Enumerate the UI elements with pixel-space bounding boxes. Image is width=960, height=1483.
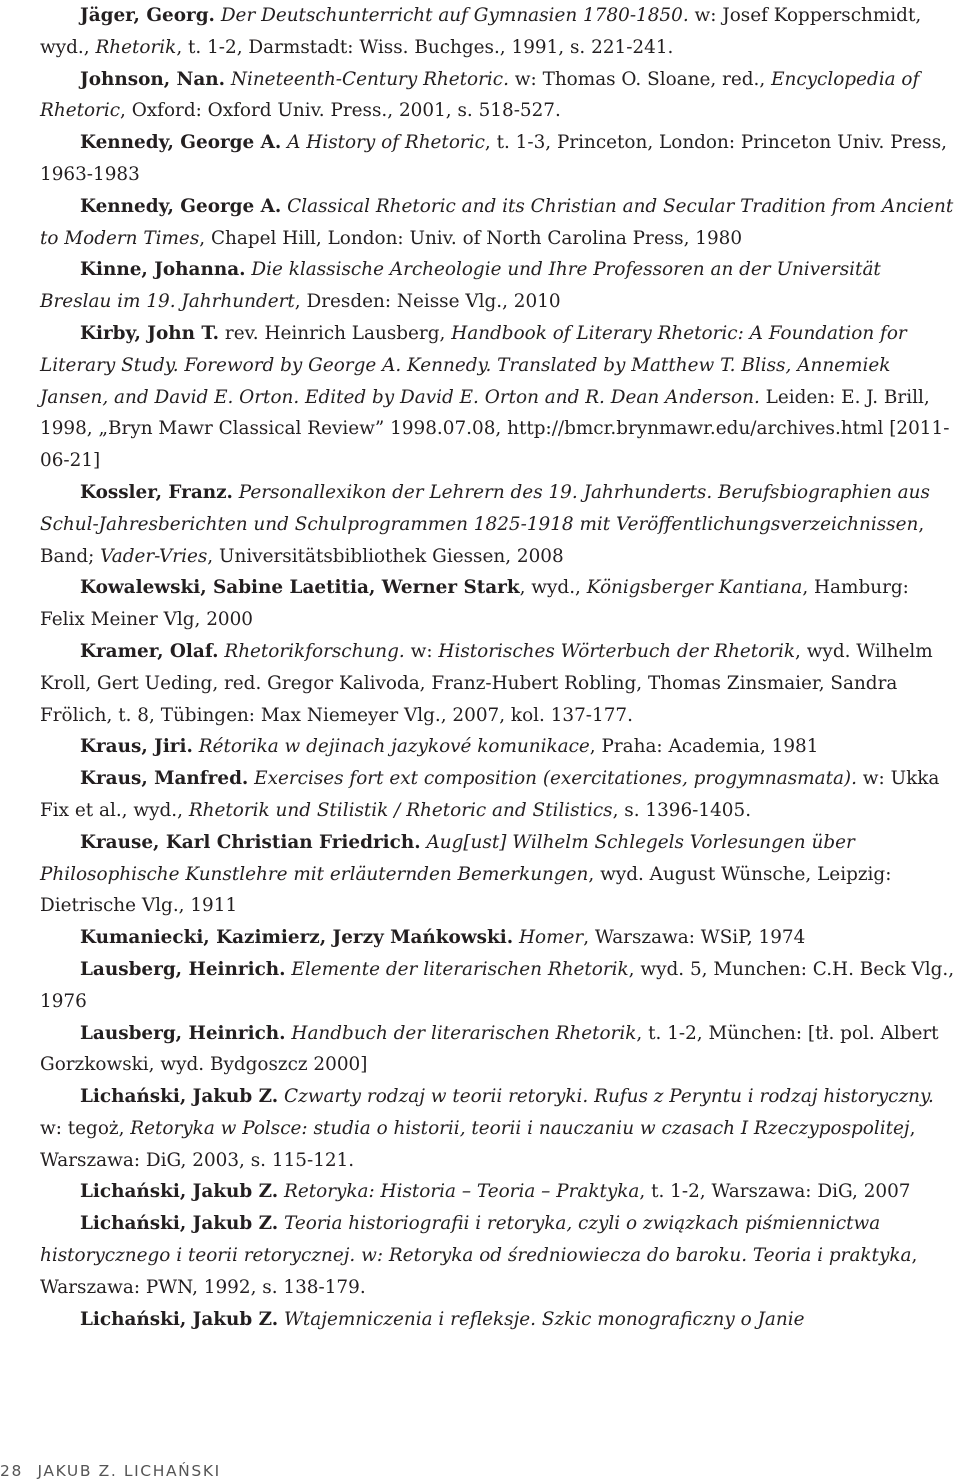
entry-title: Retoryka: Historia – Teoria – Praktyka xyxy=(278,1181,640,1203)
entry-text: , s. 1396-1405. xyxy=(612,799,752,821)
entry-author: Jäger, Georg. xyxy=(80,5,215,26)
entry-author: Kennedy, George A. xyxy=(80,132,282,154)
entry-title: Aug[ust] Wilhelm Schlegels Vorlesungen über Philosophische Kunstlehre mit erläuternden Bemerkungen xyxy=(40,831,855,885)
entry-text: , t. 1-2, Warszawa: DiG, 2007 xyxy=(639,1181,911,1203)
bibliography-entry xyxy=(40,64,955,128)
entry-text: , wyd. August Wünsche, Leipzig: Dietrische Vlg., 1911 xyxy=(40,863,892,917)
entry-text: rev. Heinrich Lausberg, xyxy=(219,322,452,344)
entry-author: Lichański, Jakub Z. xyxy=(80,1213,279,1235)
entry-author: Lichański, Jakub Z. xyxy=(80,1181,279,1203)
bibliography-entry xyxy=(40,572,955,636)
entry-title: Vader-Vries xyxy=(100,545,208,567)
bibliography-entry xyxy=(40,0,955,64)
entry-author: Kinne, Johanna. xyxy=(80,259,246,281)
entry-title: Handbuch der literarischen Rhetorik xyxy=(285,1022,637,1044)
entry-title: A History of Rhetoric xyxy=(281,132,485,154)
entry-author: Lichański, Jakub Z. xyxy=(80,1086,279,1108)
entry-text: w: Thomas O. Sloane, red., xyxy=(508,68,772,90)
bibliography-entry xyxy=(40,1081,955,1176)
bibliography-entry xyxy=(40,1018,955,1082)
bibliography-entry xyxy=(40,477,955,572)
entry-author: Kraus, Manfred. xyxy=(80,768,249,790)
entry-text: , Oxford: Oxford Univ. Press., 2001, s. 518-527. xyxy=(120,100,561,122)
entry-text: , Chapel Hill, London: Univ. of North Carolina Press, 1980 xyxy=(199,227,743,249)
entry-author: Kramer, Olaf. xyxy=(80,640,219,662)
entry-title: Encyclopedia of Rhetoric xyxy=(40,68,920,122)
entry-text: w: Ukka Fix et al., wyd., xyxy=(40,768,940,821)
bibliography-entry xyxy=(40,1304,955,1336)
entry-title: Classical Rhetoric and its Christian and Secular Tradition from Ancient to Modern Times xyxy=(40,195,954,249)
entry-text: , wyd. Wilhelm Kroll, Gert Ueding, red. Gregor Kalivoda, Franz-Hubert Robling, Thomas Zinsmaier, Sandra Frölich, t. 8, Tübingen: Max Niemeyer Vlg., 2007, kol. 137-177. xyxy=(40,640,933,726)
entry-title: Rétorika w dejinach jazykové komunikace xyxy=(192,736,590,758)
page-footer xyxy=(0,1462,221,1480)
entry-author: Lausberg, Heinrich. xyxy=(80,1022,286,1044)
entry-text: , Praha: Academia, 1981 xyxy=(589,736,819,758)
entry-text: w: tegoż, xyxy=(40,1117,131,1139)
bibliography-entry xyxy=(40,954,955,1018)
entry-text: , Band; xyxy=(40,513,925,567)
bibliography-entry xyxy=(40,827,955,922)
entry-author: Kraus, Jiri. xyxy=(80,736,193,758)
running-author: JAKUB Z. LICHAŃSKI xyxy=(37,1462,221,1480)
entry-text: , Dresden: Neisse Vlg., 2010 xyxy=(294,291,561,313)
entry-title: Rhetorik und Stilistik / Rhetoric and Stilistics xyxy=(188,799,613,821)
entry-text: , wyd. 5, Munchen: C.H. Beck Vlg., 1976 xyxy=(40,958,955,1012)
bibliography-entry xyxy=(40,254,955,318)
bibliography-entry xyxy=(40,636,955,731)
entry-title: Historisches Wörterbuch der Rhetorik xyxy=(438,640,795,662)
bibliography-entry xyxy=(40,127,955,191)
entry-title: Retoryka w Polsce: studia o historii, teorii i nauczaniu w czasach I Rzeczypospolitej xyxy=(130,1117,910,1139)
entry-title: Exercises fort ext composition (exercitationes, progymnasmata). xyxy=(248,768,857,790)
entry-title: Die klassische Archeologie und Ihre Professoren an der Universität Breslau im 19. Jahrhundert xyxy=(40,259,881,313)
entry-text: , Hamburg: Felix Meiner Vlg, 2000 xyxy=(40,577,909,631)
entry-author: Lichański, Jakub Z. xyxy=(80,1308,279,1330)
entry-author: Kennedy, George A. xyxy=(80,195,282,217)
entry-title: Handbook of Literary Rhetoric: A Foundation for Literary Study. Foreword by George A. Kennedy. Translated by Matthew T. Bliss, Annemiek Jansen, and David E. Orton. Edited by David E. Orton and R. Dean Anderson. xyxy=(40,322,907,408)
entry-author: Kumaniecki, Kazimierz, Jerzy Mańkowski. xyxy=(80,927,514,949)
entry-title: Personallexikon der Lehrern des 19. Jahrhunderts. Berufsbiographien aus Schul-Jahresberichten und Schulprogrammen 1825-1918 mit Veröffentlichungsverzeichnissen xyxy=(40,481,930,535)
page-number: 28 xyxy=(0,1462,23,1480)
bibliography-entry xyxy=(40,191,955,255)
bibliography-entry xyxy=(40,1176,955,1208)
entry-text: w: xyxy=(404,640,439,662)
entry-title: Nineteenth-Century Rhetoric. xyxy=(225,68,509,90)
entry-title: Czwarty rodzaj w teorii retoryki. Rufus z Peryntu i rodzaj historyczny. xyxy=(278,1086,934,1108)
entry-title: Wtajemniczenia i refleksje. Szkic monograficzny o Janie xyxy=(278,1308,805,1330)
bibliography-entry xyxy=(40,318,955,477)
entry-author: Krause, Karl Christian Friedrich. xyxy=(80,831,421,853)
entry-text: , t. 1-2, München: [tł. pol. Albert Gorzkowski, wyd. Bydgoszcz 2000] xyxy=(40,1022,939,1076)
entry-title: Elemente der literarischen Rhetorik xyxy=(285,958,629,980)
bibliography xyxy=(40,0,955,1335)
entry-text: , t. 1-2, Darmstadt: Wiss. Buchges., 1991, s. 221-241. xyxy=(176,36,674,58)
entry-text: , wyd., xyxy=(519,577,587,599)
entry-title: Rhetorik xyxy=(95,36,177,58)
entry-title: Königsberger Kantiana xyxy=(586,577,803,599)
entry-text: , t. 1-3, Princeton, London: Princeton Univ. Press, 1963-1983 xyxy=(40,132,948,185)
entry-author: Johnson, Nan. xyxy=(80,68,226,90)
bibliography-entry xyxy=(40,731,955,763)
entry-title: Teoria historiografii i retoryka, czyli o związkach piśmiennictwa historycznego i teorii retorycznej. w: Retoryka od średniowiecza do baroku. Teoria i praktyka xyxy=(40,1213,912,1267)
entry-text: , Warszawa: DiG, 2003, s. 115-121. xyxy=(40,1117,916,1171)
entry-author: Kowalewski, Sabine Laetitia, Werner Stark xyxy=(80,577,520,599)
entry-author: Kirby, John T. xyxy=(80,322,220,344)
entry-text: w: Josef Kopperschmidt, wyd., xyxy=(40,5,922,58)
entry-author: Kossler, Franz. xyxy=(80,481,233,503)
bibliography-entry xyxy=(40,1208,955,1303)
entry-text: , Universitätsbibliothek Giessen, 2008 xyxy=(207,545,564,567)
entry-text: , Warszawa: WSiP, 1974 xyxy=(583,927,806,949)
entry-title: Der Deutschunterricht auf Gymnasien 1780-1850. xyxy=(214,5,689,26)
entry-text: , Warszawa: PWN, 1992, s. 138-179. xyxy=(40,1245,918,1298)
entry-text: Leiden: E. J. Brill, 1998, „Bryn Mawr Classical Review” 1998.07.08, http://bmcr.brynmawr.edu/archives.html [2011-06-21] xyxy=(40,386,950,472)
entry-title: Rhetorikforschung. xyxy=(218,640,405,662)
entry-title: Homer xyxy=(513,927,584,949)
bibliography-entry xyxy=(40,763,955,827)
entry-author: Lausberg, Heinrich. xyxy=(80,958,286,980)
bibliography-entry xyxy=(40,922,955,954)
